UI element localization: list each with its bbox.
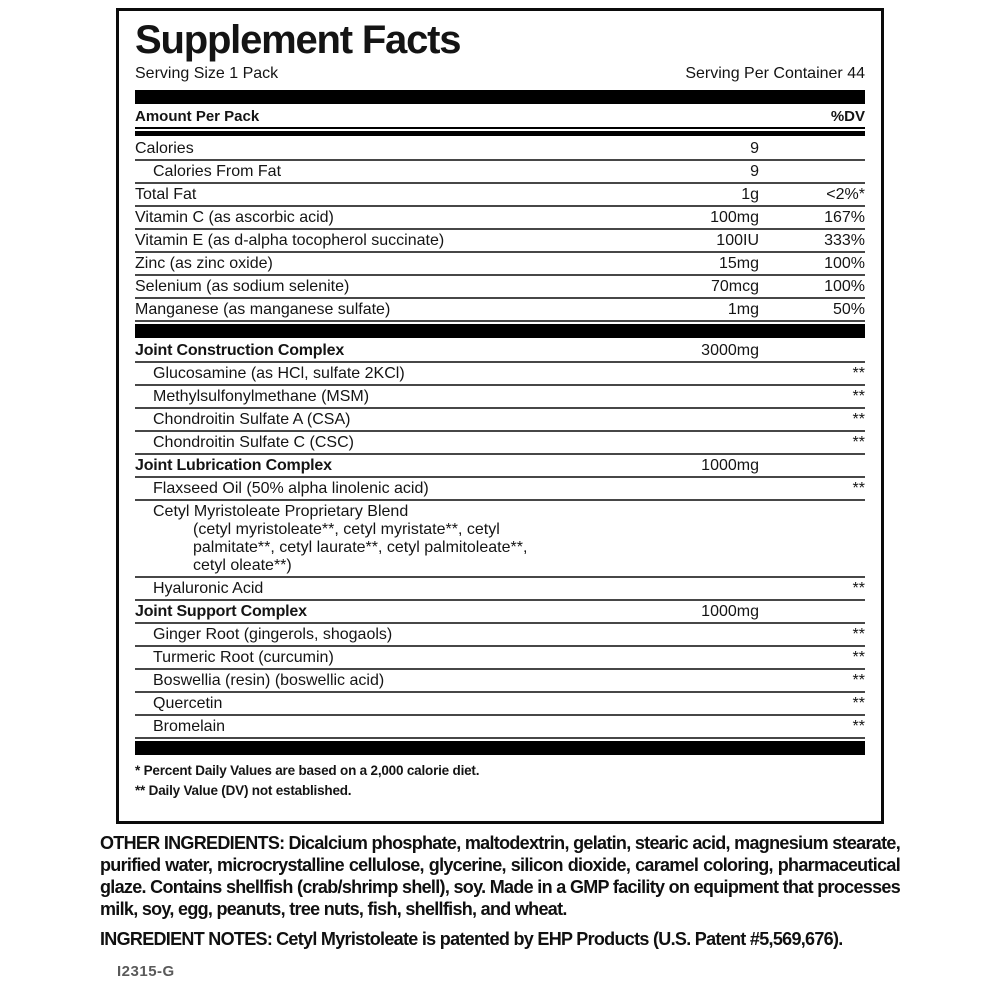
footnotes [135,761,865,801]
nutrient-amount: 1g [741,185,759,203]
nutrient-name-text: Joint Construction Complex [135,341,345,359]
nutrient-name [135,718,647,736]
nutrient-subline: (cetyl myristoleate**, cetyl myristate**, cetyl [193,520,500,538]
nutrient-dv: 50% [832,300,865,318]
servings-per-container: Serving Per Container 44 [685,64,865,82]
nutrient-name-text: Calories [135,139,194,157]
nutrient-name-text: Joint Lubrication Complex [135,456,332,474]
footnote-line: * Percent Daily Values are based on a 2,000 calorie diet. [135,762,480,778]
nutrient-name-text: Calories From Fat [153,162,282,180]
facts-rows [135,138,865,755]
nutrient-dv: ** [852,364,865,382]
nutrient-name-text: Quercetin [153,694,223,712]
footnote-line: ** Daily Value (DV) not established. [135,782,352,798]
nutrient-dv: ** [852,648,865,666]
nutrient-name [135,163,647,181]
nutrient-dv: ** [852,671,865,689]
nutrient-name [135,480,647,498]
nutrient-name [135,255,647,273]
nutrient-name [135,232,647,250]
nutrient-dv: ** [852,694,865,712]
nutrient-amount: 100mg [710,208,759,226]
table-row [135,501,865,578]
nutrient-dv: ** [852,579,865,597]
nutrient-name-text: Flaxseed Oil (50% alpha linolenic acid) [153,479,429,497]
nutrient-amount: 15mg [718,254,759,272]
nutrient-name [135,672,647,690]
nutrient-name [135,342,647,360]
table-row [135,230,865,253]
table-row [135,386,865,409]
nutrient-name-text: Manganese (as manganese sulfate) [135,300,391,318]
nutrient-name-text: Chondroitin Sulfate C (CSC) [153,433,354,451]
table-row [135,578,865,601]
serving-size: Serving Size 1 Pack [135,64,279,82]
nutrient-dv: 100% [824,277,865,295]
nutrient-amount: 9 [750,162,759,180]
nutrient-name-text: Boswellia (resin) (boswellic acid) [153,671,385,689]
nutrient-name [135,603,647,621]
nutrient-subline: cetyl oleate**) [193,556,292,574]
nutrient-name-text: Turmeric Root (curcumin) [153,648,334,666]
nutrient-name [135,434,647,452]
column-header-row [135,104,865,129]
nutrient-dv: 100% [824,254,865,272]
nutrient-dv: ** [852,387,865,405]
table-row [135,161,865,184]
nutrient-name-text: Glucosamine (as HCl, sulfate 2KCl) [153,364,405,382]
nutrient-name-text: Chondroitin Sulfate A (CSA) [153,410,351,428]
top-divider-bar [135,90,865,104]
nutrient-name-text: Hyaluronic Acid [153,579,264,597]
table-row [135,207,865,230]
section-divider-bar [135,324,865,338]
supplement-facts-panel [116,8,884,824]
table-row [135,432,865,455]
nutrient-name-text: Vitamin E (as d-alpha tocopherol succinate) [135,231,445,249]
nutrient-amount: 1mg [727,300,759,318]
table-row [135,299,865,322]
nutrient-name [135,695,647,713]
nutrient-name-text: Cetyl Myristoleate Proprietary Blend [153,502,409,520]
table-row [135,716,865,739]
nutrient-name [135,503,647,575]
table-row [135,647,865,670]
nutrient-dv: <2%* [826,185,865,203]
nutrient-name [135,186,647,204]
nutrient-subline: palmitate**, cetyl laurate**, cetyl palmitoleate**, [193,538,528,556]
table-row [135,138,865,161]
table-row [135,478,865,501]
table-row [135,276,865,299]
nutrient-name [135,457,647,475]
panel-title: Supplement Facts [135,18,461,62]
table-row [135,601,865,624]
table-row [135,253,865,276]
nutrient-name-text: Ginger Root (gingerols, shogaols) [153,625,393,643]
nutrient-amount: 100IU [716,231,759,249]
other-ingredients-label: OTHER INGREDIENTS: [100,833,285,853]
nutrient-amount: 9 [750,139,759,157]
nutrient-name [135,626,647,644]
nutrient-name [135,411,647,429]
table-row [135,409,865,432]
nutrient-name-text: Total Fat [135,185,197,203]
nutrient-dv: 333% [824,231,865,249]
ingredient-notes-label: INGREDIENT NOTES: [100,929,273,949]
nutrient-name-text: Joint Support Complex [135,602,307,620]
nutrient-name-text: Zinc (as zinc oxide) [135,254,273,272]
nutrient-name [135,649,647,667]
nutrient-name [135,140,647,158]
section-divider-bar [135,741,865,755]
table-row [135,624,865,647]
table-row [135,363,865,386]
nutrient-name [135,278,647,296]
nutrient-amount: 1000mg [701,602,759,620]
table-row [135,693,865,716]
ingredient-notes [100,928,900,950]
other-ingredients [100,832,900,920]
nutrient-name [135,580,647,598]
amount-per-pack-header: Amount Per Pack [135,107,260,125]
nutrient-dv: ** [852,479,865,497]
table-row [135,340,865,363]
nutrient-amount: 70mcg [710,277,759,295]
nutrient-name-text: Methylsulfonylmethane (MSM) [153,387,370,405]
table-row [135,670,865,693]
nutrient-dv: 167% [824,208,865,226]
table-row [135,184,865,207]
table-row [135,455,865,478]
nutrient-name-text: Bromelain [153,717,226,735]
nutrient-dv: ** [852,625,865,643]
nutrient-dv: ** [852,433,865,451]
label-code: I2315-G [117,963,175,980]
nutrient-name [135,388,647,406]
nutrient-name-text: Vitamin C (as ascorbic acid) [135,208,334,226]
nutrient-dv: ** [852,410,865,428]
serving-info-row [135,65,865,90]
dv-header: %DV [830,107,865,125]
nutrient-amount: 3000mg [701,341,759,359]
ingredient-notes-text: Cetyl Myristoleate is patented by EHP Products (U.S. Patent #5,569,676). [276,929,843,949]
nutrient-name [135,301,647,319]
nutrient-dv: ** [852,717,865,735]
header-divider-bar [135,131,865,136]
nutrient-name-text: Selenium (as sodium selenite) [135,277,350,295]
nutrient-name [135,209,647,227]
nutrient-amount: 1000mg [701,456,759,474]
nutrient-name [135,365,647,383]
other-ingredients-text: Dicalcium phosphate, maltodextrin, gelatin, stearic acid, magnesium stearate, purified water, microcrystalline cellulose, glycerine, silicon dioxide, caramel coloring, pharmaceutical glaze. Contains shellfish (crab/shrimp shell), soy. Made in a GMP facility on equipment that processes milk, soy, egg, peanuts, tree nuts, fish, shellfish, and wheat. [100,833,900,919]
